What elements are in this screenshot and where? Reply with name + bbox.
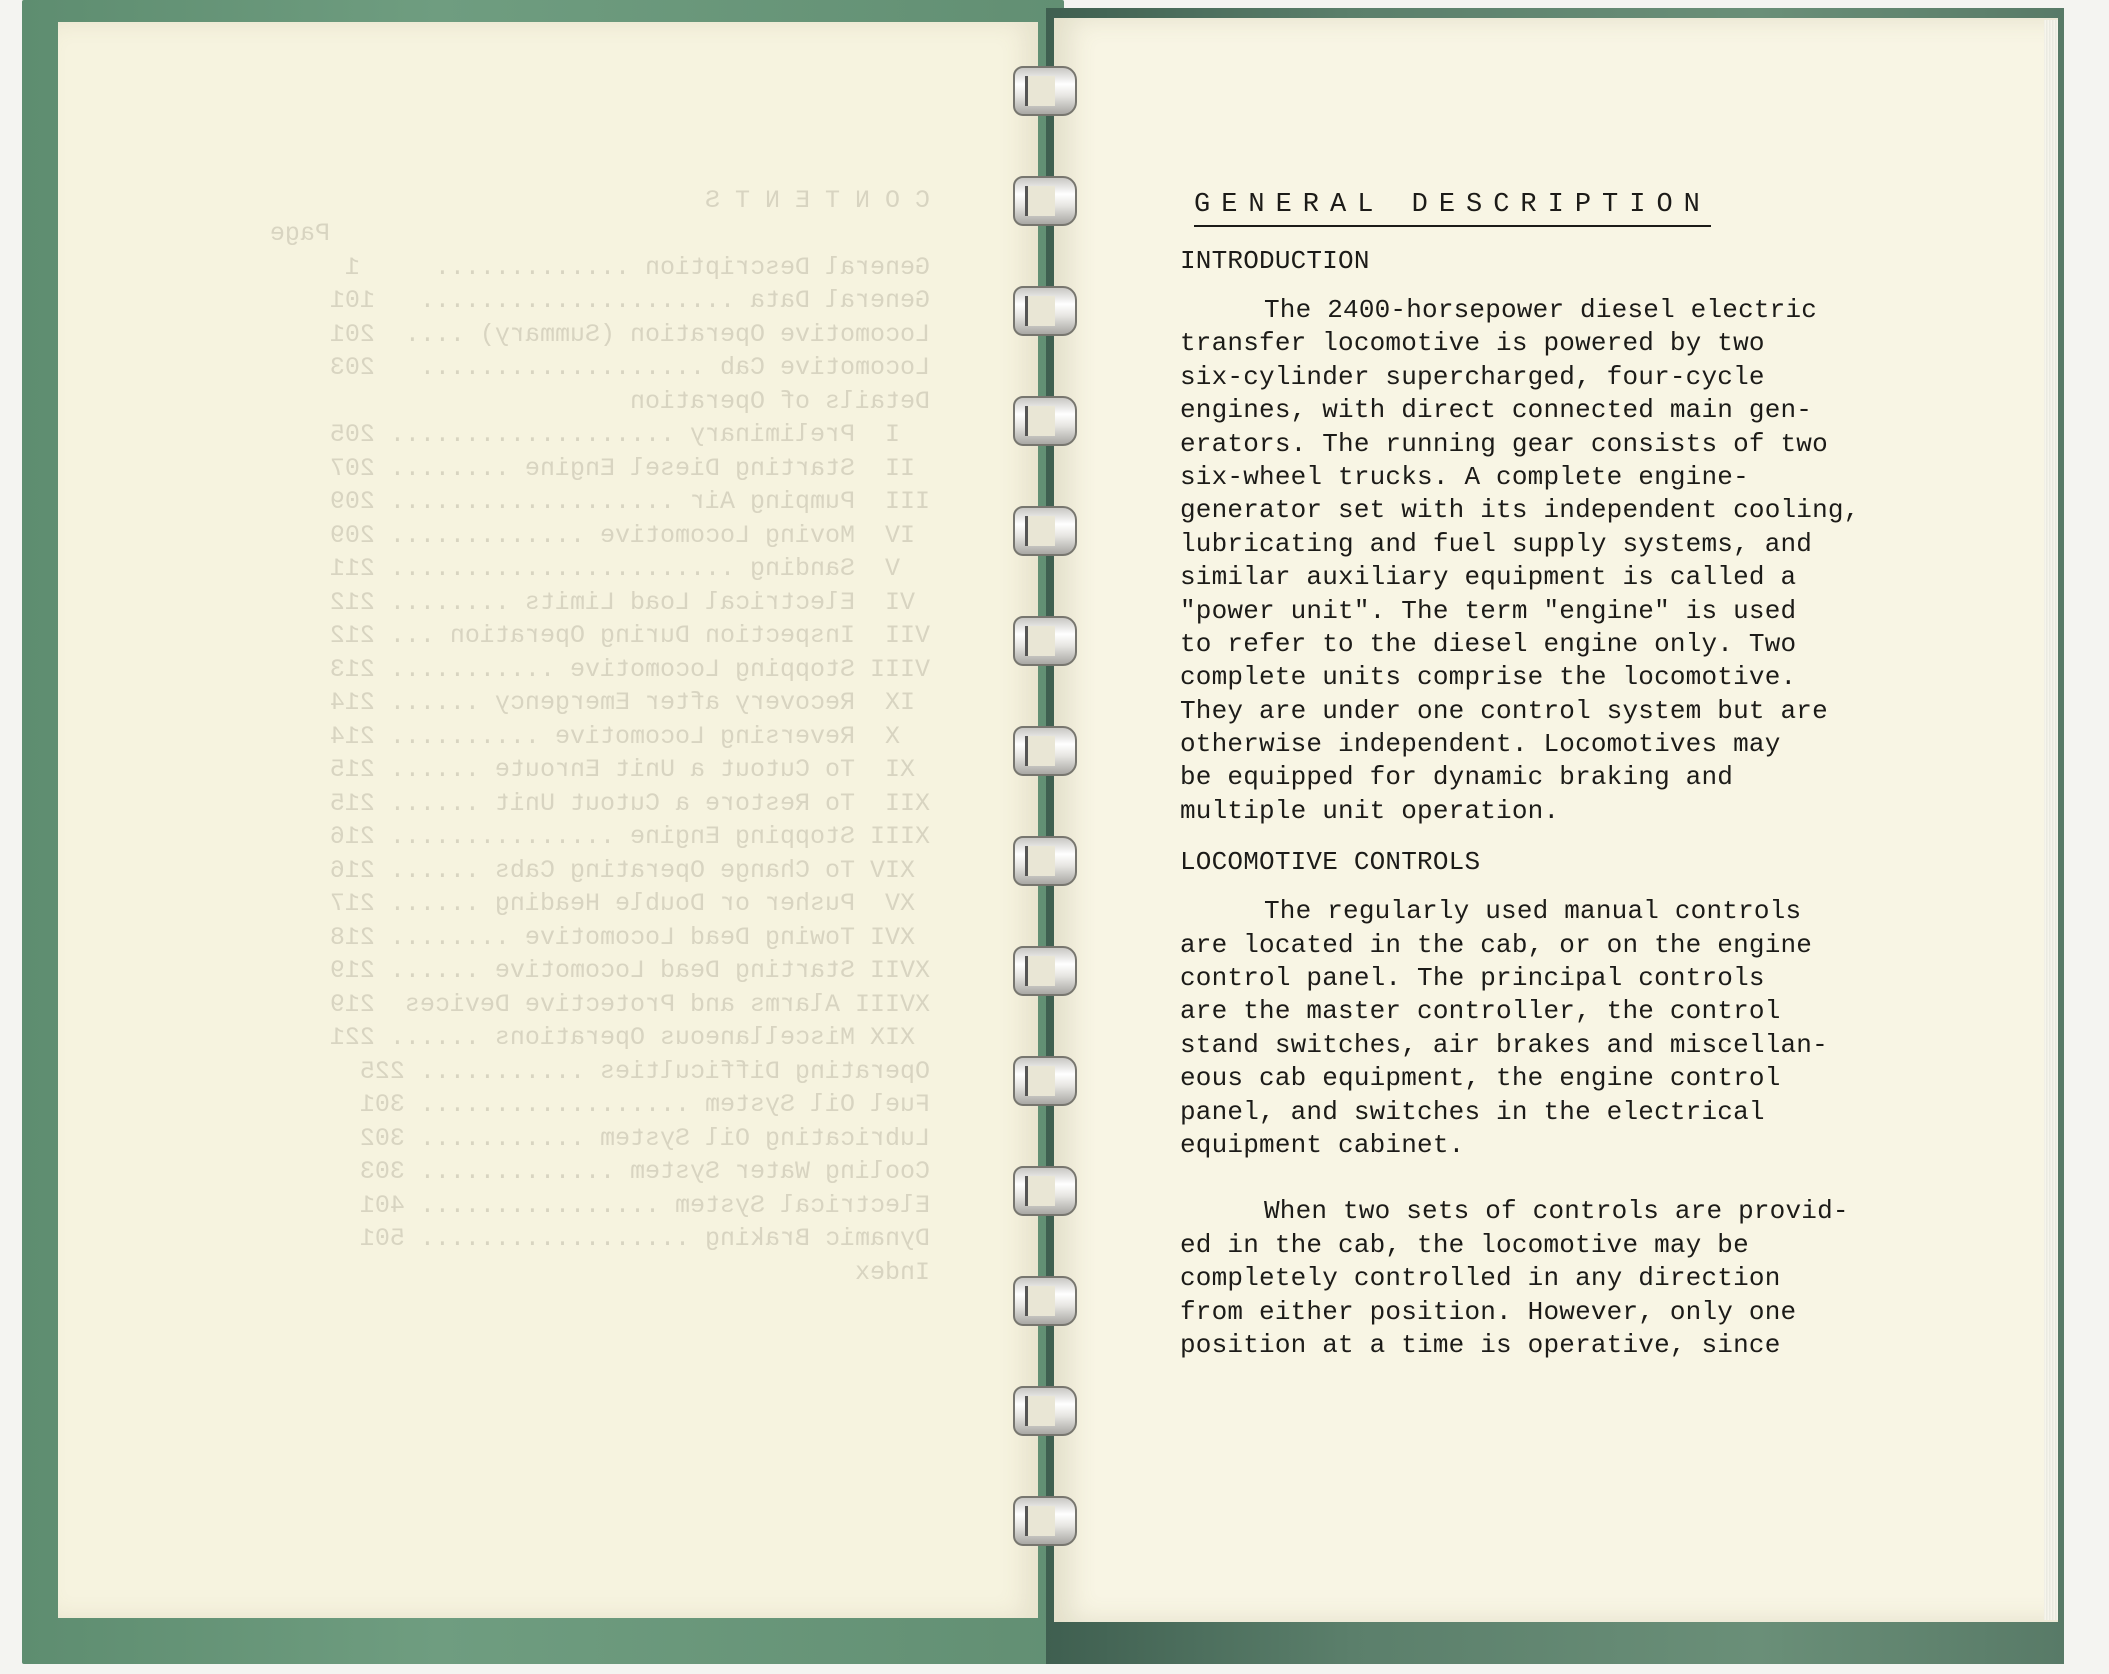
page-title: GENERAL DESCRIPTION <box>1194 189 1711 227</box>
binding-coil <box>1005 282 1089 340</box>
text-line: control panel. The principal controls <box>1180 963 1765 994</box>
text-line: to refer to the diesel engine only. Two <box>1180 628 1797 659</box>
text-line: six-wheel trucks. A complete engine- <box>1180 461 1749 492</box>
binding-coil <box>1005 612 1089 670</box>
text-line: complete units comprise the locomotive. <box>1180 662 1797 693</box>
page-content <box>1180 188 1900 1362</box>
binding-coil <box>1005 392 1089 450</box>
text-line: be equipped for dynamic braking and <box>1180 762 1734 793</box>
text-line: from either position. However, only one <box>1180 1296 1797 1327</box>
text-line: position at a time is operative, since <box>1180 1329 1781 1360</box>
text-line: six-cylinder supercharged, four-cycle <box>1180 361 1765 392</box>
text-line: equipment cabinet. <box>1180 1129 1465 1160</box>
text-line: stand switches, air brakes and miscellan- <box>1180 1029 1828 1060</box>
text-line: eous cab equipment, the engine control <box>1180 1063 1781 1094</box>
text-line: They are under one control system but are <box>1180 695 1828 726</box>
text-line: are the master controller, the control <box>1180 996 1781 1027</box>
section-heading-locomotive-controls: LOCOMOTIVE CONTROLS <box>1180 847 1481 878</box>
binding-coil <box>1005 832 1089 890</box>
binding-coil <box>1005 1272 1089 1330</box>
text-line: similar auxiliary equipment is called a <box>1180 562 1797 593</box>
text-line: erators. The running gear consists of two <box>1180 428 1828 459</box>
text-line: panel, and switches in the electrical <box>1180 1096 1765 1127</box>
binding-coil <box>1005 502 1089 560</box>
binding-coil <box>1005 172 1089 230</box>
text-line: are located in the cab, or on the engine <box>1180 929 1813 960</box>
text-line: completely controlled in any direction <box>1180 1263 1781 1294</box>
text-line: engines, with direct connected main gen- <box>1180 395 1813 426</box>
binding-coil <box>1005 1382 1089 1440</box>
page-edges <box>2044 20 2058 1620</box>
binding-coil <box>1005 722 1089 780</box>
text-line: The regularly used manual controls <box>1264 896 1802 927</box>
binding-coil <box>1005 62 1089 120</box>
paragraph-locomotive-controls <box>1180 895 1900 1162</box>
text-line: multiple unit operation. <box>1180 795 1560 826</box>
text-line: lubricating and fuel supply systems, and <box>1180 528 1813 559</box>
text-line: ed in the cab, the locomotive may be <box>1180 1229 1749 1260</box>
paragraph-introduction <box>1180 294 1900 828</box>
text-line: transfer locomotive is powered by two <box>1180 328 1765 359</box>
left-page <box>58 22 1038 1618</box>
bleed-through-texture: C O N T E N T S Page General Description ............. 1 General Data ..................... 101 Locomotive Operation (Summary) .... 201 Locomotive Cab ................... 203 Details of Operation I Preliminary ................... 205 II Starting Diesel Engine ........ 207 III Pumping Air ................... 209 IV Moving Locomotive ............. 209 V Sanding ....................... 211 VI Electrical Load Limits ........ 212 VII Inspection During Operation ... 212 VIII Stopping Locomotive ........... 213 IX Recovery after Emergency ...... 214 X Reversing Locomotive .......... 214 XI To Cutout a Unit Enroute ...... 215 XII To Restore a Cutout Unit ...... 215 XIII Stopping Engine ............... 216 XIV To Change Operating Cabs ...... 216 XV Pusher or Double Heading ...... 217 XVI Towing Dead Locomotive ........ 218 XVII Starting Dead Locomotive ...... 219 XVIII Alarms and Protective Devices 219 XIX Miscellaneous Operations ...... 221 Operating Difficulties ........... 225 Fuel Oil System .................. 301 Lubricating Oil System ........... 302 Cooling Water System ............. 303 Electrical System ................ 401 Dynamic Braking .................. 501 Index <box>269 185 930 1287</box>
text-line: "power unit". The term "engine" is used <box>1180 595 1797 626</box>
binding-coil <box>1005 942 1089 1000</box>
binding-coil <box>1005 1162 1089 1220</box>
binding-coil <box>1005 1052 1089 1110</box>
spiral-binding <box>1005 56 1095 1596</box>
paragraph-two-sets-of-controls <box>1180 1195 1900 1362</box>
text-line: otherwise independent. Locomotives may <box>1180 729 1781 760</box>
text-line: When two sets of controls are provid- <box>1264 1196 1849 1227</box>
text-line: generator set with its independent cooling, <box>1180 495 1860 526</box>
section-heading-introduction: INTRODUCTION <box>1180 246 1370 276</box>
binding-coil <box>1005 1492 1089 1550</box>
text-line: The 2400-horsepower diesel electric <box>1264 295 1818 325</box>
